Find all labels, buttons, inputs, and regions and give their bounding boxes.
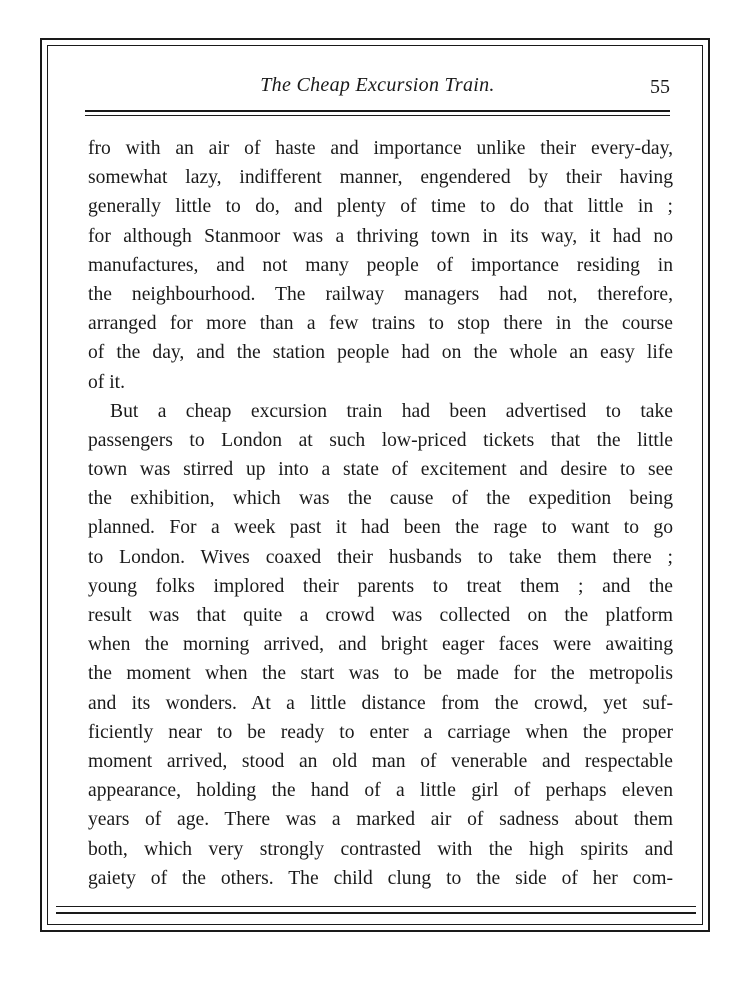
text-line: appearance, holding the hand of a little girl of perhaps eleven [88, 780, 673, 802]
text-line: moment arrived, stood an old man of venerable and respectable [88, 750, 673, 772]
header-rule-thin [85, 115, 670, 116]
text-line: manufactures, and not many people of importance residing in [88, 254, 673, 276]
footer-rule-thick [56, 912, 696, 914]
page-number: 55 [650, 76, 670, 98]
text-line: passengers to London at such low-priced tickets that the little [88, 429, 673, 451]
text-line: fro with an air of haste and importance unlike their every-day, [88, 138, 673, 159]
text-line: arranged for more than a few trains to stop there in the course [88, 313, 673, 335]
text-line: when the morning arrived, and bright eager faces were awaiting [88, 634, 673, 656]
header-rule-thick [85, 110, 670, 112]
text-line: planned. For a week past it had been the rage to want to go [88, 517, 673, 539]
text-line: and its wonders. At a little distance from the crowd, yet suf- [88, 692, 673, 714]
footer-rule-thin [56, 906, 696, 907]
text-line: of it. [88, 371, 126, 393]
text-line: generally little to do, and plenty of time to do that little in ; [88, 196, 673, 218]
text-line: result was that quite a crowd was collected on the platform [88, 605, 673, 626]
text-line: ficiently near to be ready to enter a carriage when the proper [88, 721, 673, 743]
text-line: gaiety of the others. The child clung to the side of her com- [88, 867, 673, 889]
text-line: the moment when the start was to be made for the metropolis [88, 663, 673, 685]
text-line: to London. Wives coaxed their husbands to take them there ; [88, 546, 673, 568]
text-line: the exhibition, which was the cause of the expedition being [88, 488, 673, 510]
text-line: of the day, and the station people had on the whole an easy life [88, 342, 673, 364]
text-line: for although Stanmoor was a thriving town in its way, it had no [88, 225, 673, 247]
body-text [88, 134, 673, 893]
running-title: The Cheap Excursion Train. [260, 74, 495, 96]
text-line: both, which very strongly contrasted with the high spirits and [88, 838, 673, 860]
page-header [85, 72, 670, 102]
text-line: somewhat lazy, indifferent manner, engendered by their having [88, 167, 673, 189]
text-line: the neighbourhood. The railway managers had not, therefore, [88, 283, 673, 305]
text-line: young folks implored their parents to treat them ; and the [88, 575, 673, 597]
text-line: But a cheap excursion train had been advertised to take [110, 400, 673, 422]
text-line: years of age. There was a marked air of sadness about them [88, 809, 673, 831]
text-line: town was stirred up into a state of excitement and desire to see [88, 459, 673, 481]
